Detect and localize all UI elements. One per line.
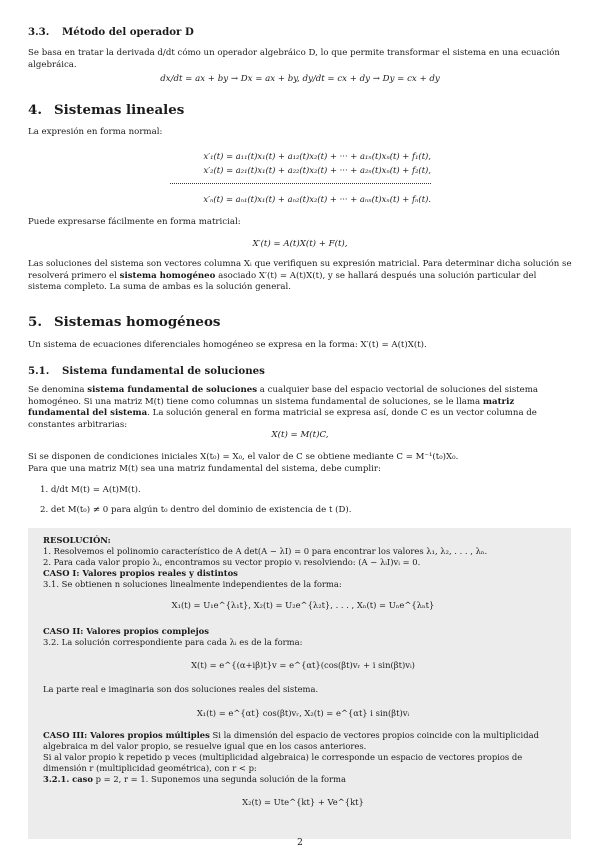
section-3-3-heading: 3.3. Método del operador D bbox=[28, 26, 194, 38]
section-4-intro: La expresión en forma normal: bbox=[28, 127, 163, 137]
section-5-intro: Un sistema de ecuaciones diferenciales homogéneo se expresa en la forma: X′(t) = A(t)X(t). bbox=[28, 340, 427, 350]
case-3-2-1-text: 3.2.1. caso p = 2, r = 1. Suponemos una segunda solución de la forma bbox=[43, 774, 346, 784]
resolution-step-2: 2. Para cada valor propio λᵢ, encontramos su vector propio vᵢ resolviendo: (A − λᵢI)vᵢ = 0. bbox=[43, 557, 421, 567]
section-4-heading: 4. Sistemas lineales bbox=[28, 102, 185, 118]
case-2-title: CASO II: Valores propios complejos bbox=[43, 626, 209, 636]
case-3-2-1-equation: X₂(t) = Ute^{kt} + Ve^{kt} bbox=[242, 797, 364, 807]
section-5-heading: 5. Sistemas homogéneos bbox=[28, 314, 221, 330]
initial-conditions-text: Si se disponen de condiciones iniciales X(t₀) = X₀, el valor de C se obtiene mediante C = M⁻¹(t₀)X₀. bbox=[28, 452, 459, 462]
case-3-paragraph: CASO III: Valores propios múltiples Si la dimensión del espacio de vectores propios coincide con la multiplicidad algebraica m del valor propio, se resuelve igual que en los casos anteriores. bbox=[43, 730, 539, 751]
case-1-equation: X₁(t) = U₁e^{λ₁t}, X₂(t) = U₂e^{λ₂t}, . . . , Xₙ(t) = Uₙe^{λₙt} bbox=[171, 600, 435, 610]
case-1-title: CASO I: Valores propios reales y distintos bbox=[43, 568, 238, 578]
resolution-title: RESOLUCIÓN: bbox=[43, 535, 111, 545]
matrix-form-intro: Puede expresarse fácilmente en forma matricial: bbox=[28, 217, 241, 227]
section-5-1-paragraph: Se denomina sistema fundamental de soluciones a cualquier base del espacio vectorial de soluciones del sistema homogéneo. Si una matriz M(t) tiene como columnas un sistema fundamental de soluciones, se le llama matriz fundamental del sistema. La solución general en forma matricial se expresa así, donde C es un vector columna de constantes arbitrarias: bbox=[28, 385, 539, 430]
condition-item-2: 2. det M(t₀) ≠ 0 para algún t₀ dentro del dominio de existencia de t (D). bbox=[40, 505, 352, 515]
case-3-text-2: Si al valor propio k repetido p veces (multiplicidad algebraica) le corresponde un espacio de vectores propios de dimensión r (multiplicidad geométrica), con r < p: bbox=[43, 752, 523, 773]
section-4-paragraph: Las soluciones del sistema son vectores columna Xᵢ que verifiquen su expresión matricial. Para determinar dicha solución se resolverá primero el sistema homogéneo asociado X′(t) = A(t)X(t), y se hallará después una solución particular del sistema completo. La suma de ambas es la solución general. bbox=[28, 259, 572, 293]
ellipsis-dotted-line bbox=[170, 183, 431, 184]
condition-item-1: 1. d/dt M(t) = A(t)M(t). bbox=[40, 485, 141, 495]
resolution-step-1: 1. Resolvemos el polinomio característico de A det(A − λI) = 0 para encontrar los valores λ₁, λ₂, . . . , λₙ. bbox=[43, 546, 488, 556]
case-2-equation-2: X₁(t) = e^{αt} cos(βt)vᵣ, X₂(t) = e^{αt} i sin(βt)vᵢ bbox=[196, 708, 410, 718]
normal-form-eq-n: x′ₙ(t) = aₙ₁(t)x₁(t) + aₙ₂(t)x₂(t) + ··· + aₙₙ(t)xₙ(t) + fₙ(t). bbox=[203, 194, 431, 204]
case-2-text: 3.2. La solución correspondiente para cada λᵢ es de la forma: bbox=[43, 637, 303, 647]
case-1-text: 3.1. Se obtienen n soluciones linealmente independientes de la forma: bbox=[43, 579, 342, 589]
case-2-text-2: La parte real e imaginaria son dos soluciones reales del sistema. bbox=[43, 684, 319, 694]
matrix-form-equation: X′(t) = A(t)X(t) + F(t), bbox=[252, 239, 348, 249]
normal-form-eq-1: x′₁(t) = a₁₁(t)x₁(t) + a₁₂(t)x₂(t) + ··· + a₁ₙ(t)xₙ(t) + f₁(t), bbox=[203, 151, 431, 161]
fundamental-matrix-conditions-intro: Para que una matriz M(t) sea una matriz fundamental del sistema, debe cumplir: bbox=[28, 464, 381, 474]
page-number: 2 bbox=[297, 838, 303, 848]
normal-form-eq-2: x′₂(t) = a₂₁(t)x₁(t) + a₂₂(t)x₂(t) + ··· + a₂ₙ(t)xₙ(t) + f₂(t), bbox=[203, 165, 431, 175]
case-2-equation: X(t) = e^{(α+iβ)t}v = e^{αt}(cos(βt)vᵣ + i sin(βt)vᵢ) bbox=[191, 660, 415, 670]
section-3-3-text: Se basa en tratar la derivada d/dt cómo un operador algebráico D, lo que permite transformar el sistema en una ecuación algebráica. bbox=[28, 48, 560, 70]
general-solution-equation: X(t) = M(t)C, bbox=[271, 430, 329, 440]
section-5-1-heading: 5.1. Sistema fundamental de soluciones bbox=[28, 365, 265, 377]
operator-d-equation: dx/dt = ax + by → Dx = ax + by, dy/dt = cx + dy → Dy = cx + dy bbox=[160, 74, 440, 84]
